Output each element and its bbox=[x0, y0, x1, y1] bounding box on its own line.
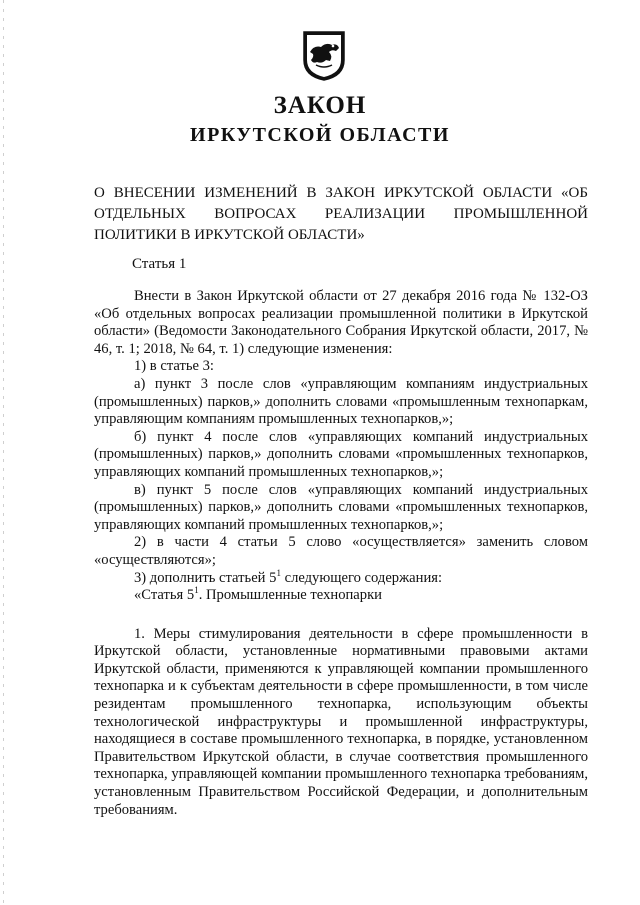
superscript: 1 bbox=[194, 585, 199, 596]
law-title: ЗАКОН bbox=[273, 92, 367, 119]
new-article-title bbox=[94, 587, 588, 605]
paragraph-item-1a: а) пункт 3 после слов «управляющим компаниям индустриальных (промышленных) парков,» дополнить словами «промышленным технопаркам, управляющим компаниям промышленных технопарков,»; bbox=[94, 375, 588, 428]
item-3-text: 3) дополнить статьей 5 bbox=[134, 569, 277, 586]
paragraph-item-3 bbox=[94, 567, 588, 588]
paragraph-article-part-1: 1. Меры стимулирования деятельности в сфере промышленности в Иркутской области, установленные нормативными правовыми актами Иркутской области, применяются к управляющей компании промышленного технопарка и к субъектам деятельности в сфере промышленности, в том числе резидентам промышленного технопарка, использующим объекты технологической инфраструктуры и промышленной инфраструктуры, находящиеся в составе промышленного технопарка, в порядке, установленном Правительством Иркутской области, в случае соответствия промышленного технопарка, управляющей компании промышленного технопарка требованиям, установленным Правительством Российской Федерации, и дополнительным требованиям. bbox=[94, 625, 588, 818]
region-title: ИРКУТСКОЙ ОБЛАСТИ bbox=[190, 124, 450, 146]
paragraph-intro: Внести в Закон Иркутской области от 27 декабря 2016 года № 132-ОЗ «Об отдельных вопросах реализации промышленной политики в Иркутской области» (Ведомости Законодательного Собрания Иркутской области, 2017, № 46, т. 1; 2018, № 64, т. 1) следующие изменения: bbox=[94, 288, 588, 357]
paragraph-item-1: 1) в статье 3: bbox=[134, 358, 214, 375]
paragraph-item-1b: б) пункт 4 после слов «управляющих компаний индустриальных (промышленных) парков,» дополнить словами «промышленных технопарков, управляющих компаний промышленных технопарков,»; bbox=[94, 428, 588, 480]
article-heading: Статья 1 bbox=[132, 256, 187, 272]
paragraph-item-1c: в) пункт 5 после слов «управляющих компаний индустриальных (промышленных) парков,» дополнить словами «промышленных технопарков, управляющих компаний промышленных технопарков,»; bbox=[94, 481, 588, 533]
law-heading: О ВНЕСЕНИИ ИЗМЕНЕНИЙ В ЗАКОН ИРКУТСКОЙ ОБЛАСТИ «ОБ ОТДЕЛЬНЫХ ВОПРОСАХ РЕАЛИЗАЦИИ ПРОМЫШЛЕННОЙ ПОЛИТИКИ В ИРКУТСКОЙ ОБЛАСТИ» bbox=[94, 185, 588, 243]
new-article-title-end: . Промышленные технопарки bbox=[198, 587, 382, 604]
paragraph-item-2: 2) в части 4 статьи 5 слово «осуществляется» заменить словом «осуществляются»; bbox=[94, 534, 588, 568]
superscript: 1 bbox=[276, 567, 281, 578]
coat-of-arms-icon bbox=[302, 30, 346, 82]
law-body bbox=[94, 288, 588, 819]
item-3-text-end: следующего содержания: bbox=[280, 569, 443, 586]
new-article-title-text: «Статья 5 bbox=[134, 587, 195, 604]
